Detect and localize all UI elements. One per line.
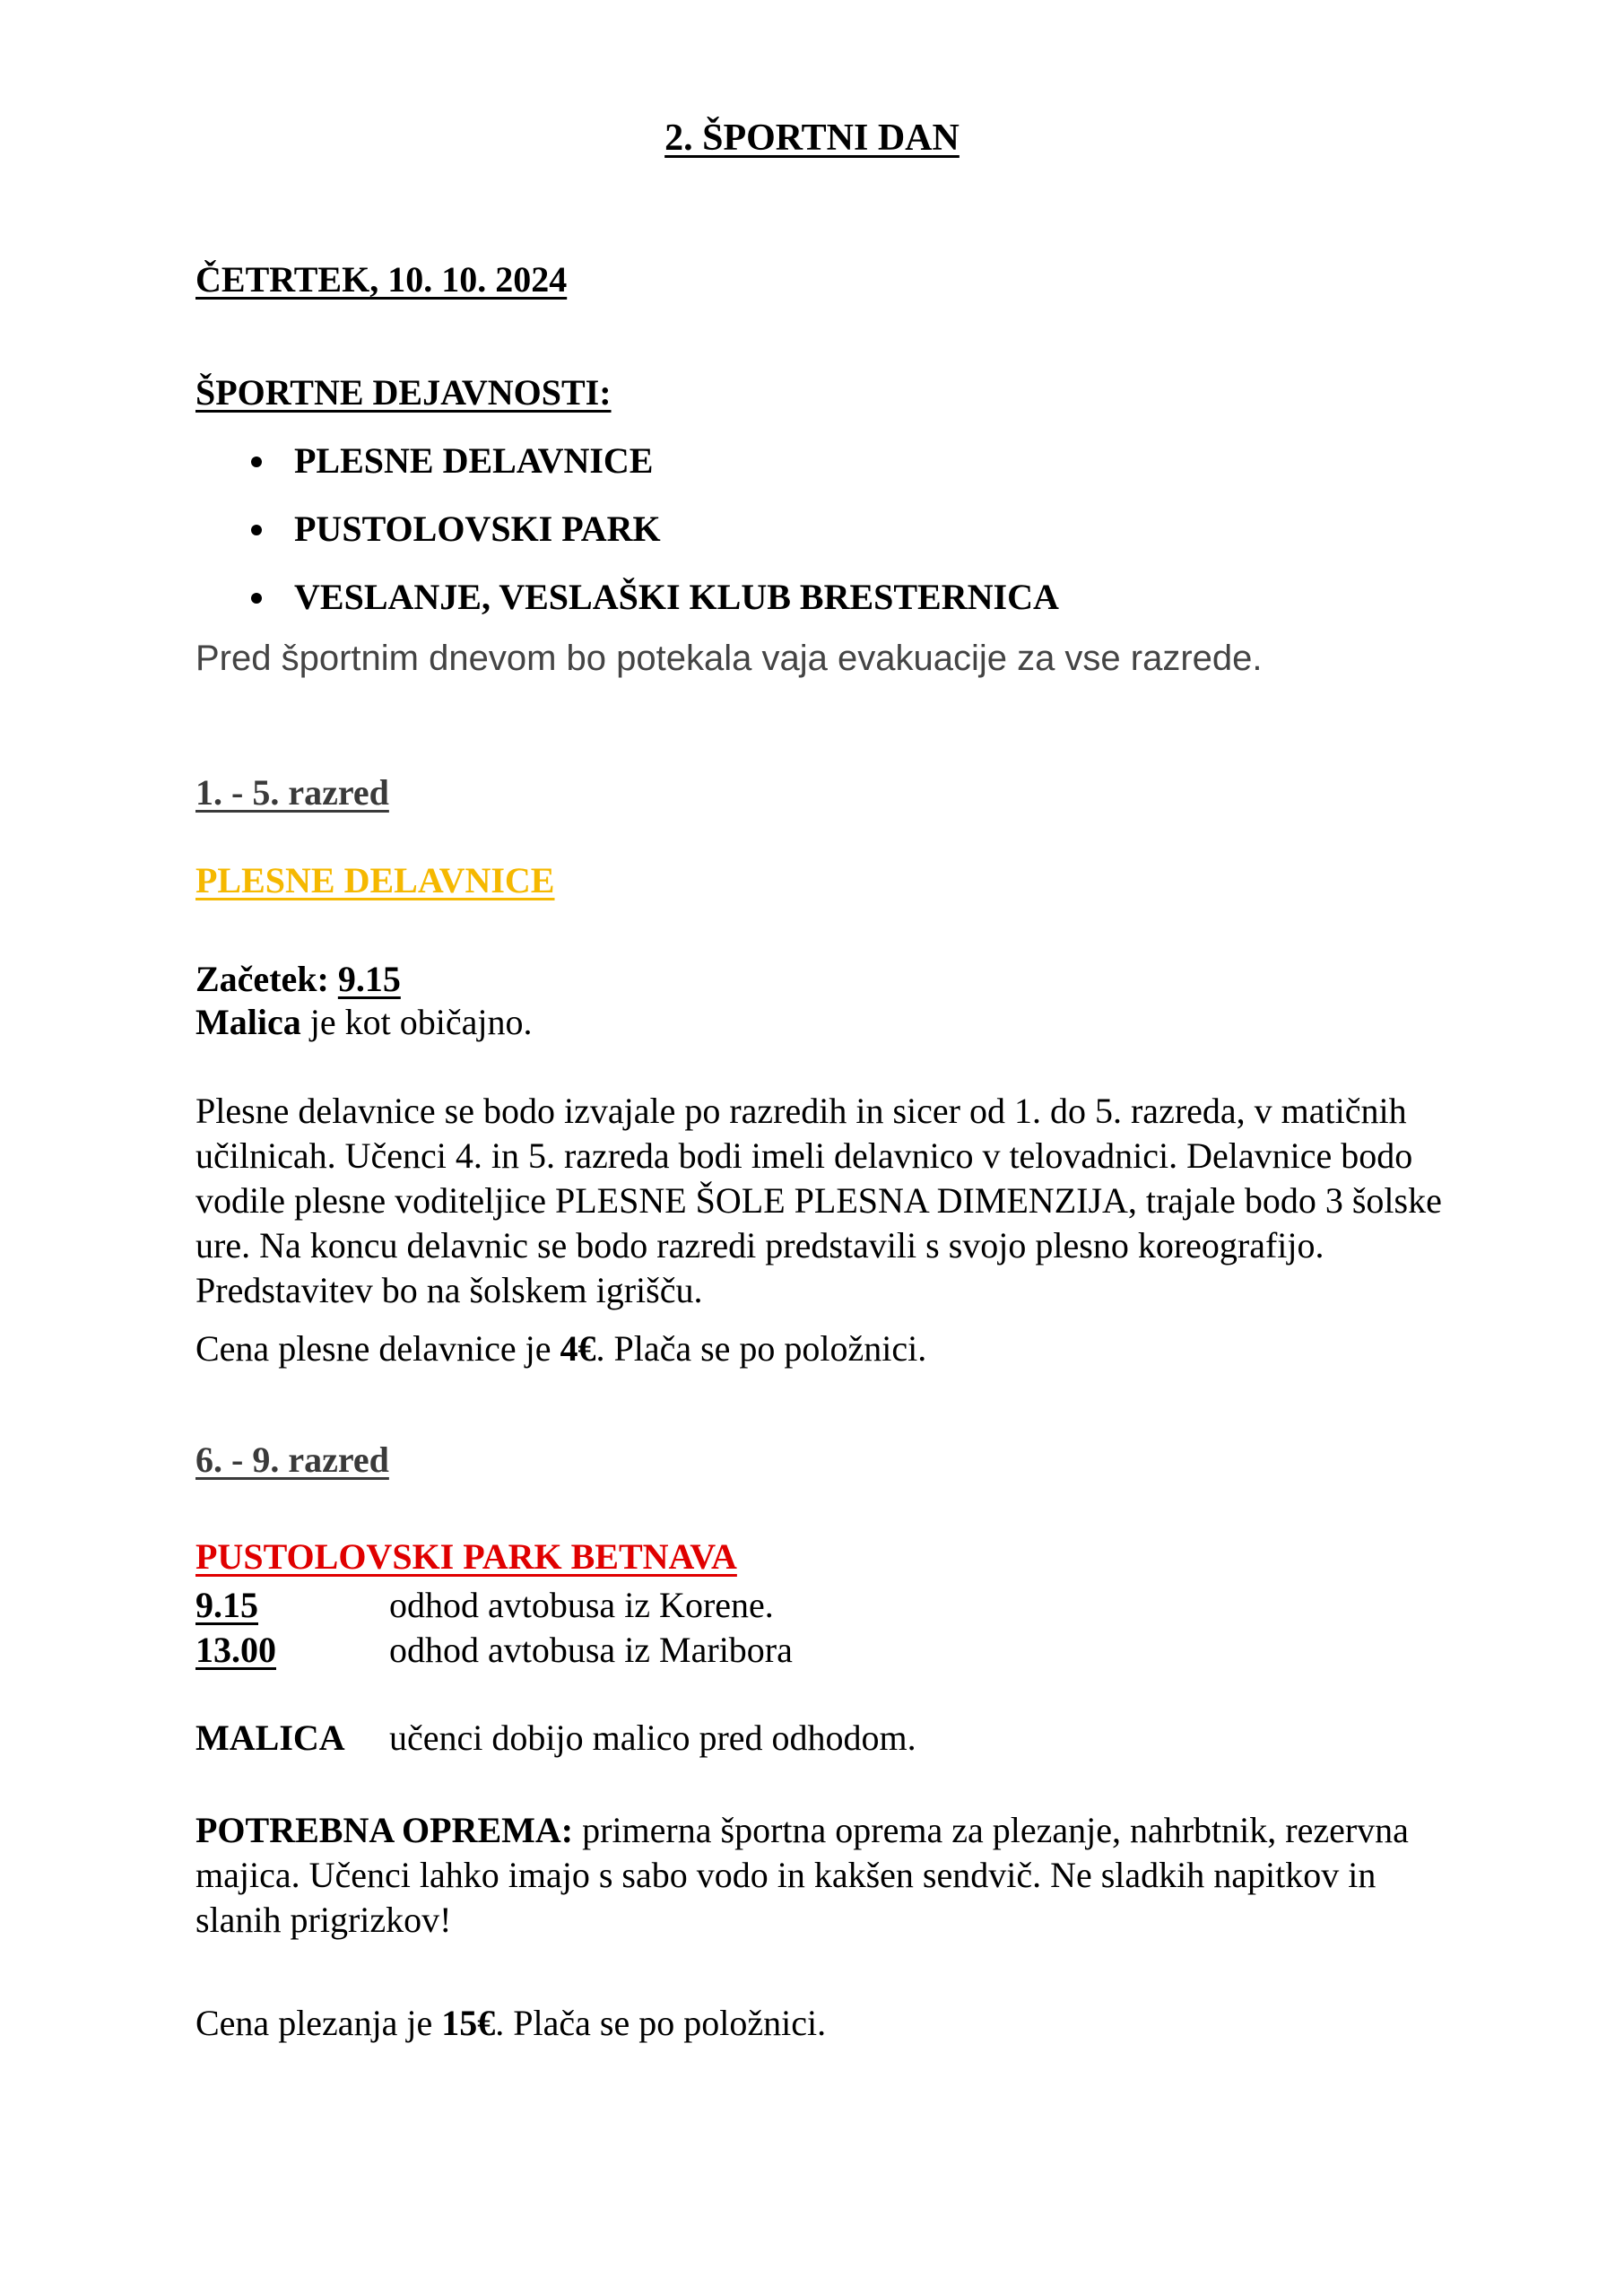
price-value: 15€ (441, 2003, 496, 2043)
activities-list (195, 434, 1059, 639)
start-time: 9.15 (337, 959, 401, 999)
section2-grade: 6. - 9. razred (195, 1439, 389, 1480)
bullet-icon (251, 457, 262, 467)
section2-price: Cena plezanja je 15€. Plača se po položnici. (195, 2003, 827, 2043)
section1-price: Cena plesne delavnice je 4€. Plača se po položnici. (195, 1328, 927, 1369)
schedule-text: odhod avtobusa iz Maribora (389, 1630, 793, 1670)
section1-start (195, 958, 401, 1000)
schedule-time: 9.15 (195, 1585, 258, 1625)
schedule-time: 13.00 (195, 1630, 276, 1670)
activities-heading: ŠPORTNE DEJAVNOSTI: (195, 372, 612, 413)
evacuation-note: Pred športnim dnevom bo potekala vaja evakuacije za vse razrede. (195, 639, 1263, 678)
schedule-row (195, 1629, 276, 1671)
snack-text: je kot običajno. (300, 1002, 533, 1042)
section1-grade: 1. - 5. razred (195, 772, 389, 813)
section1-snack (195, 1001, 532, 1043)
section1-activity: PLESNE DELAVNICE (195, 860, 555, 900)
section2-activity: PUSTOLOVSKI PARK BETNAVA (195, 1536, 737, 1577)
list-item: VESLANJE, VESLAŠKI KLUB BRESTERNICA (195, 570, 1059, 639)
bullet-icon (251, 593, 262, 604)
section2-snack-label: MALICA (195, 1718, 345, 1758)
snack-label: Malica (195, 1002, 301, 1042)
price-value: 4€ (560, 1328, 596, 1369)
list-item: PLESNE DELAVNICE (195, 434, 1059, 502)
equipment-label: POTREBNA OPREMA: (195, 1810, 574, 1850)
event-date: ČETRTEK, 10. 10. 2024 (195, 259, 568, 300)
section2-snack-text: učenci dobijo malico pred odhodom. (389, 1718, 916, 1758)
page-title: 2. ŠPORTNI DAN (664, 117, 960, 159)
schedule-row (195, 1584, 258, 1626)
start-label: Začetek: (195, 959, 338, 999)
bullet-icon (251, 525, 262, 535)
schedule-text: odhod avtobusa iz Korene. (389, 1585, 774, 1625)
section1-description: Plesne delavnice se bodo izvajale po razredih in sicer od 1. do 5. razreda, v matičnih učilnicah. Učenci 4. in 5. razreda bodi imeli delavnico v telovadnici. Delavnice bodo vodile plesne voditeljice PLESNE ŠOLE PLESNA DIMENZIJA, trajale bodo 3 šolske ure. Na koncu delavnic se bodo razredi predstavili s svojo plesno koreografijo. Predstavitev bo na šolskem igrišču. (195, 1091, 1442, 1310)
section2-equipment (195, 1808, 1469, 1943)
equipment-text: primerna športna oprema za plezanje, nahrbtnik, rezervna majica. Učenci lahko imajo s sabo vodo in kakšen sendvič. Ne sladkih napitkov in slanih prigrizkov! (195, 1810, 1409, 1940)
list-item: PUSTOLOVSKI PARK (195, 502, 1059, 570)
